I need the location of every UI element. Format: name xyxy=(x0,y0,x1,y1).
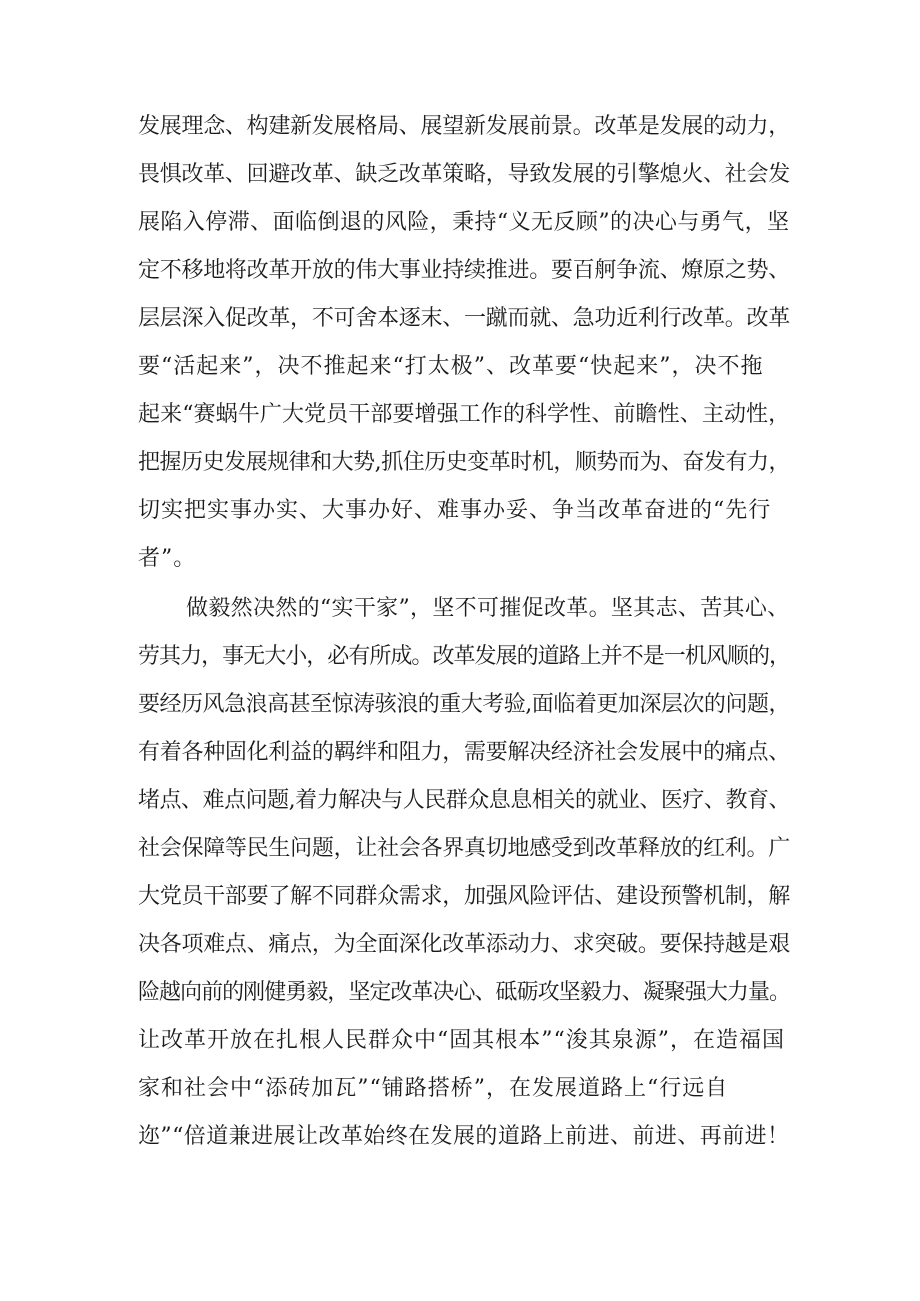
text-line: 让改革开放在扎根人民群众中“固其根本”“浚其泉源”，在造福国 xyxy=(138,1028,785,1053)
text-line: 发展理念、构建新发展格局、展望新发展前景。改革是发展的动力， xyxy=(138,114,791,139)
text-line: 有着各种固化利益的羁绊和阻力，需要解决经济社会发展中的痛点、 xyxy=(138,740,791,765)
text-line: 者”。 xyxy=(138,546,197,571)
text-line: 层层深入促改革，不可舍本逐末、一蹴而就、急功近利行改革。改革 xyxy=(138,306,791,331)
text-line: 大党员干部要了解不同群众需求，加强风险评估、建设预警机制，解 xyxy=(138,884,791,909)
text-line: 要“活起来”，决不推起来“打太极”、改革要“快起来”，决不拖 xyxy=(138,354,764,379)
text-line: 决各项难点、痛点，为全面深化改革添动力、求突破。要保持越是艰 xyxy=(138,932,791,957)
text-line: 展陷入停滞、面临倒退的风险，秉持“义无反顾”的决心与勇气，坚 xyxy=(138,210,790,235)
text-line: 畏惧改革、回避改革、缺乏改革策略，导致发展的引擎熄火、社会发 xyxy=(138,162,791,187)
text-line: 定不移地将改革开放的伟大事业持续推进。要百舸争流、燎原之势、 xyxy=(138,258,791,283)
text-line: 家和社会中“添砖加瓦”“铺路搭桥”，在发展道路上“行远自 xyxy=(138,1076,729,1101)
text-line: 社会保障等民生问题，让社会各界真切地感受到改革释放的红利。广 xyxy=(138,836,791,861)
text-line: 切实把实事办实、大事办好、难事办妥、争当改革奋进的“先行 xyxy=(138,498,772,523)
text-line: 堵点、难点问题,着力解决与人民群众息息相关的就业、医疗、教育、 xyxy=(138,788,790,813)
text-line: 险越向前的刚健勇毅，坚定改革决心、砥砺攻坚毅力、凝聚强大力量。 xyxy=(138,980,791,1005)
text-line: 起来“赛蜗牛广大党员干部要增强工作的科学性、前瞻性、主动性， xyxy=(138,402,791,427)
text-line: 迩”“倍道兼进展让改革始终在发展的道路上前进、前进、再前进！ xyxy=(138,1124,790,1149)
text-line: 劳其力，事无大小，必有所成。改革发展的道路上并不是一机风顺的， xyxy=(138,644,791,669)
text-line: 要经历风急浪高甚至惊涛骇浪的重大考验,面临着更加深层次的问题， xyxy=(138,692,790,717)
text-line: 把握历史发展规律和大势,抓住历史变革时机，顺势而为、奋发有力， xyxy=(138,450,790,475)
text-line: 做毅然决然的“实干家”，坚不可摧促改革。坚其志、苦其心、 xyxy=(186,596,790,621)
